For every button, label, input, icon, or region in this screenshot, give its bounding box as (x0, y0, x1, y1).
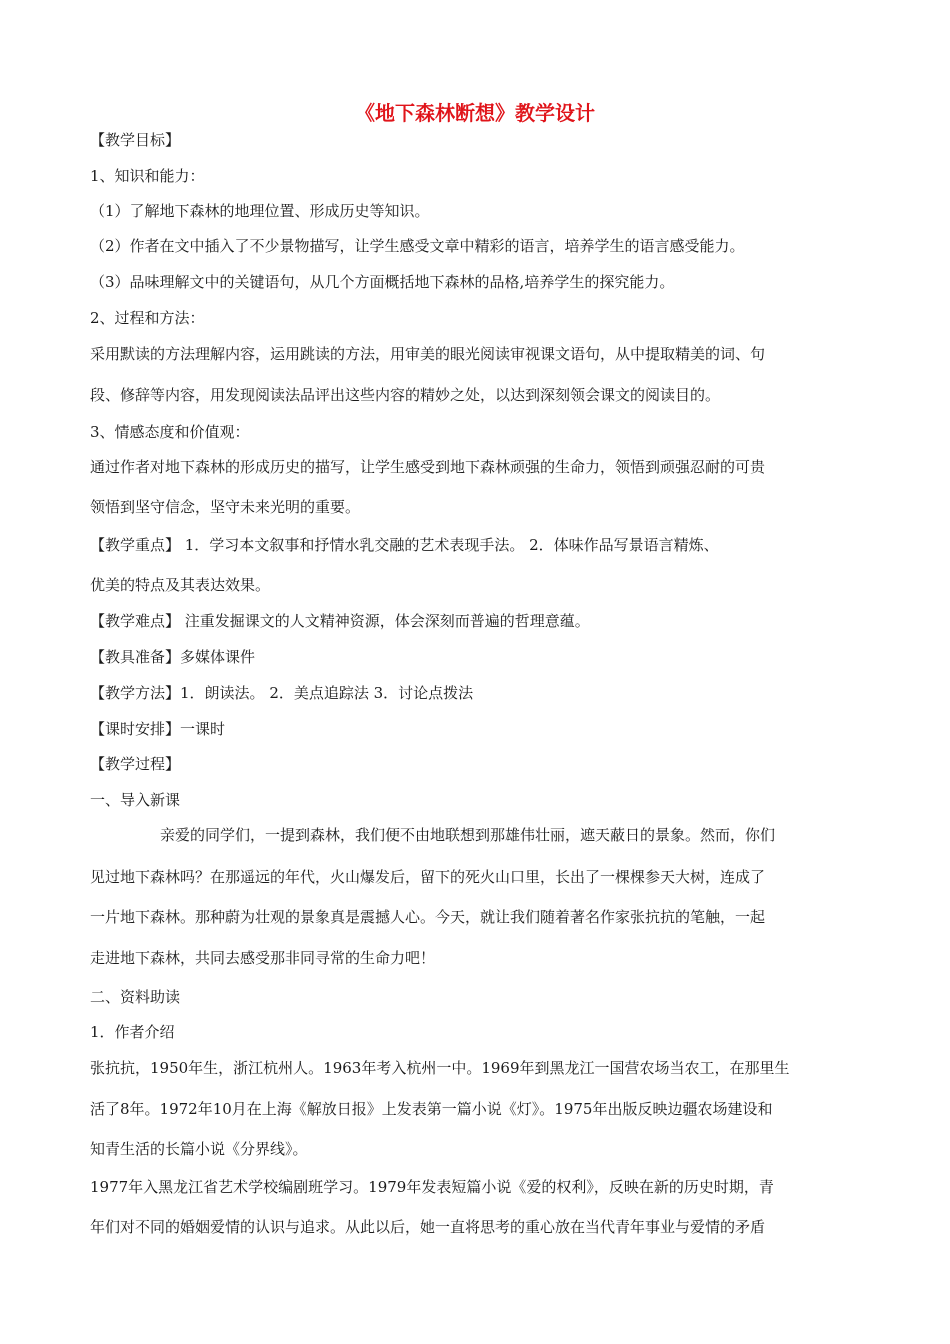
subheading-introduction: 一、导入新课 (90, 791, 181, 809)
subheading-author: 1．作者介绍 (90, 1023, 175, 1041)
subheading-process: 2、过程和方法： (90, 309, 205, 327)
text-line: 通过作者对地下森林的形成历史的描写，让学生感受到地下森林顽强的生命力，领悟到顽强忍耐的可贵 (90, 458, 766, 476)
text-line: 领悟到坚守信念，坚守未来光明的重要。 (90, 498, 361, 516)
section-heading-methods: 【教学方法】1．朗读法。 2．美点追踪法 3．讨论点拨法 (90, 684, 474, 702)
text-line: 1977年入黑龙江省艺术学校编剧班学习。1979年发表短篇小说《爱的权利》，反映在新的历史时期，青 (90, 1178, 774, 1196)
text-line: 知青生活的长篇小说《分界线》。 (90, 1140, 308, 1158)
subheading-emotion: 3、情感态度和价值观： (90, 423, 250, 441)
subheading-materials: 二、资料助读 (90, 988, 181, 1006)
section-heading-objectives: 【教学目标】 (90, 131, 181, 149)
section-heading-schedule: 【课时安排】一课时 (90, 720, 226, 738)
section-heading-tools: 【教具准备】多媒体课件 (90, 648, 256, 666)
section-heading-key-points: 【教学重点】 1．学习本文叙事和抒情水乳交融的艺术表现手法。 2．体味作品写景语言精炼、 (90, 536, 719, 554)
text-line: 活了8年。1972年10月在上海《解放日报》上发表第一篇小说《灯》。1975年出版反映边疆农场建设和 (90, 1100, 773, 1118)
text-line: （1）了解地下森林的地理位置、形成历史等知识。 (90, 202, 430, 220)
section-heading-difficulties: 【教学难点】 注重发掘课文的人文精神资源，体会深刻而普遍的哲理意蕴。 (90, 612, 590, 630)
text-line: 采用默读的方法理解内容，运用跳读的方法，用审美的眼光阅读审视课文语句，从中提取精美的词、句 (90, 345, 766, 363)
section-heading-process: 【教学过程】 (90, 755, 181, 773)
text-line: 年们对不同的婚姻爱情的认识与追求。从此以后，她一直将思考的重心放在当代青年事业与爱情的矛盾 (90, 1218, 766, 1236)
text-line: 张抗抗，1950年生，浙江杭州人。1963年考入杭州一中。1969年到黑龙江一国营农场当农工，在那里生 (90, 1059, 790, 1077)
subheading-knowledge: 1、知识和能力： (90, 167, 205, 185)
document-title: 《地下森林断想》教学设计 (355, 101, 595, 125)
text-line: 优美的特点及其表达效果。 (90, 576, 271, 594)
text-line: 走进地下森林，共同去感受那非同寻常的生命力吧！ (90, 949, 436, 967)
text-line: 段、修辞等内容，用发现阅读法品评出这些内容的精妙之处，以达到深刻领会课文的阅读目的。 (90, 386, 721, 404)
text-line: （3）品味理解文中的关键语句，从几个方面概括地下森林的品格,培养学生的探究能力。 (90, 273, 675, 291)
text-line: 一片地下森林。那种蔚为壮观的景象真是震撼人心。今天，就让我们随着著名作家张抗抗的笔触，一起 (90, 908, 766, 926)
text-line: 见过地下森林吗？在那遥远的年代，火山爆发后，留下的死火山口里，长出了一棵棵参天大树，连成了 (90, 868, 766, 886)
text-line: 亲爱的同学们，一提到森林，我们便不由地联想到那雄伟壮丽，遮天蔽日的景象。然而，你们 (160, 826, 776, 844)
text-line: （2）作者在文中插入了不少景物描写，让学生感受文章中精彩的语言，培养学生的语言感受能力。 (90, 237, 745, 255)
